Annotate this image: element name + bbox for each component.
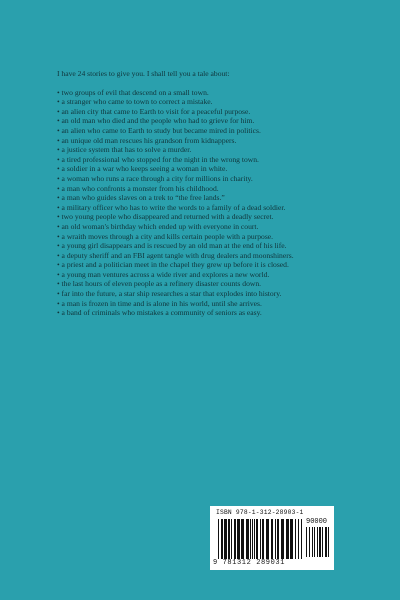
barcode-bar xyxy=(252,519,253,559)
story-item: • an unique old man rescues his grandson from kidnappers. xyxy=(57,135,237,145)
story-item: • two groups of evil that descend on a small town. xyxy=(57,87,209,97)
story-item: • a military officer who has to write the words to a family of a dead soldier. xyxy=(57,202,286,212)
story-item: • a stranger who came to town to correct a mistake. xyxy=(57,97,213,107)
barcode-bar xyxy=(262,519,264,559)
story-item: • a justice system that has to solve a murder. xyxy=(57,145,192,155)
story-item: • far into the future, a star ship researches a star that explodes into history. xyxy=(57,289,282,299)
barcode-bar xyxy=(237,519,240,559)
story-item: • a wraith moves through a city and kills certain people with a purpose. xyxy=(57,231,274,241)
barcode-bar xyxy=(266,519,269,559)
story-item: • a woman who runs a race through a city for millions in charity. xyxy=(57,173,253,183)
story-item: • a deputy sheriff and an FBI agent tangle with drug dealers and moonshiners. xyxy=(57,250,294,260)
intro-text: I have 24 stories to give you. I shall tell you a tale about: xyxy=(57,69,230,78)
story-item: • a man who guides slaves on a trek to “the free lands.” xyxy=(57,193,225,203)
barcode-bar xyxy=(319,527,321,557)
barcode-bar xyxy=(312,527,313,557)
barcode-bar xyxy=(241,519,244,559)
story-item: • a priest and a politician meet in the chapel they grew up before it is closed. xyxy=(57,260,289,270)
barcode-bar xyxy=(234,519,236,559)
barcode-bar xyxy=(281,519,284,559)
story-item: • two young people who disappeared and returned with a deadly secret. xyxy=(57,212,274,222)
barcode-bar xyxy=(298,519,299,559)
barcode-bar xyxy=(328,527,329,557)
barcode-bar xyxy=(246,519,249,559)
barcode-bar xyxy=(228,519,230,559)
barcode-bar xyxy=(295,519,296,559)
barcode-bar xyxy=(301,519,302,559)
barcode-bars xyxy=(218,519,302,559)
barcode-bar xyxy=(317,527,318,557)
barcode-bar xyxy=(271,519,273,559)
barcode-bar xyxy=(250,519,251,559)
story-item: • a band of criminals who mistakes a community of seniors as easy. xyxy=(57,308,262,318)
barcode-bar xyxy=(286,519,289,559)
addon-barcode-bars xyxy=(306,527,330,557)
barcode-bar xyxy=(314,527,315,557)
isbn-barcode xyxy=(210,506,334,570)
story-item: • an alien city that came to Earth to visit for a peaceful purpose. xyxy=(57,106,251,116)
barcode-bar xyxy=(231,519,232,559)
barcode-bar xyxy=(218,519,219,559)
blurb xyxy=(57,69,339,318)
barcode-bar xyxy=(306,527,307,557)
story-item: • an old man who died and the people who had to grieve for him. xyxy=(57,116,255,126)
barcode-bar xyxy=(309,527,310,557)
barcode-bar xyxy=(256,519,258,559)
price-code: 90000 xyxy=(306,518,328,526)
barcode-bar xyxy=(260,519,261,559)
story-item: • a tired professional who stopped for the night in the wrong town. xyxy=(57,154,259,164)
story-item: • an alien who came to Earth to study but became mired in politics. xyxy=(57,125,261,135)
story-item: • the last hours of eleven people as a refinery disaster counts down. xyxy=(57,279,262,289)
ean-digits: 9 781312 289031 xyxy=(213,559,286,567)
barcode-bar xyxy=(322,527,323,557)
story-item: • an old woman's birthday which ended up with everyone in court. xyxy=(57,221,259,231)
barcode-bar xyxy=(224,519,227,559)
barcode-bar xyxy=(290,519,293,559)
isbn-label: ISBN 978-1-312-28903-1 xyxy=(216,509,304,516)
barcode-bar xyxy=(325,527,327,557)
barcode-bar xyxy=(221,519,223,559)
story-item: • a man is frozen in time and is alone in his world, until she arrives. xyxy=(57,298,262,308)
story-item: • a young girl disappears and is rescued by an old man at the end of his life. xyxy=(57,241,287,251)
story-list xyxy=(57,88,339,318)
barcode-bar xyxy=(254,519,255,559)
story-item: • a man who confronts a monster from his childhood. xyxy=(57,183,219,193)
barcode-bar xyxy=(275,519,276,559)
barcode-bar xyxy=(277,519,279,559)
story-item: • a soldier in a war who keeps seeing a woman in white. xyxy=(57,164,228,174)
story-item: • a young man ventures across a wide river and explores a new world. xyxy=(57,269,270,279)
